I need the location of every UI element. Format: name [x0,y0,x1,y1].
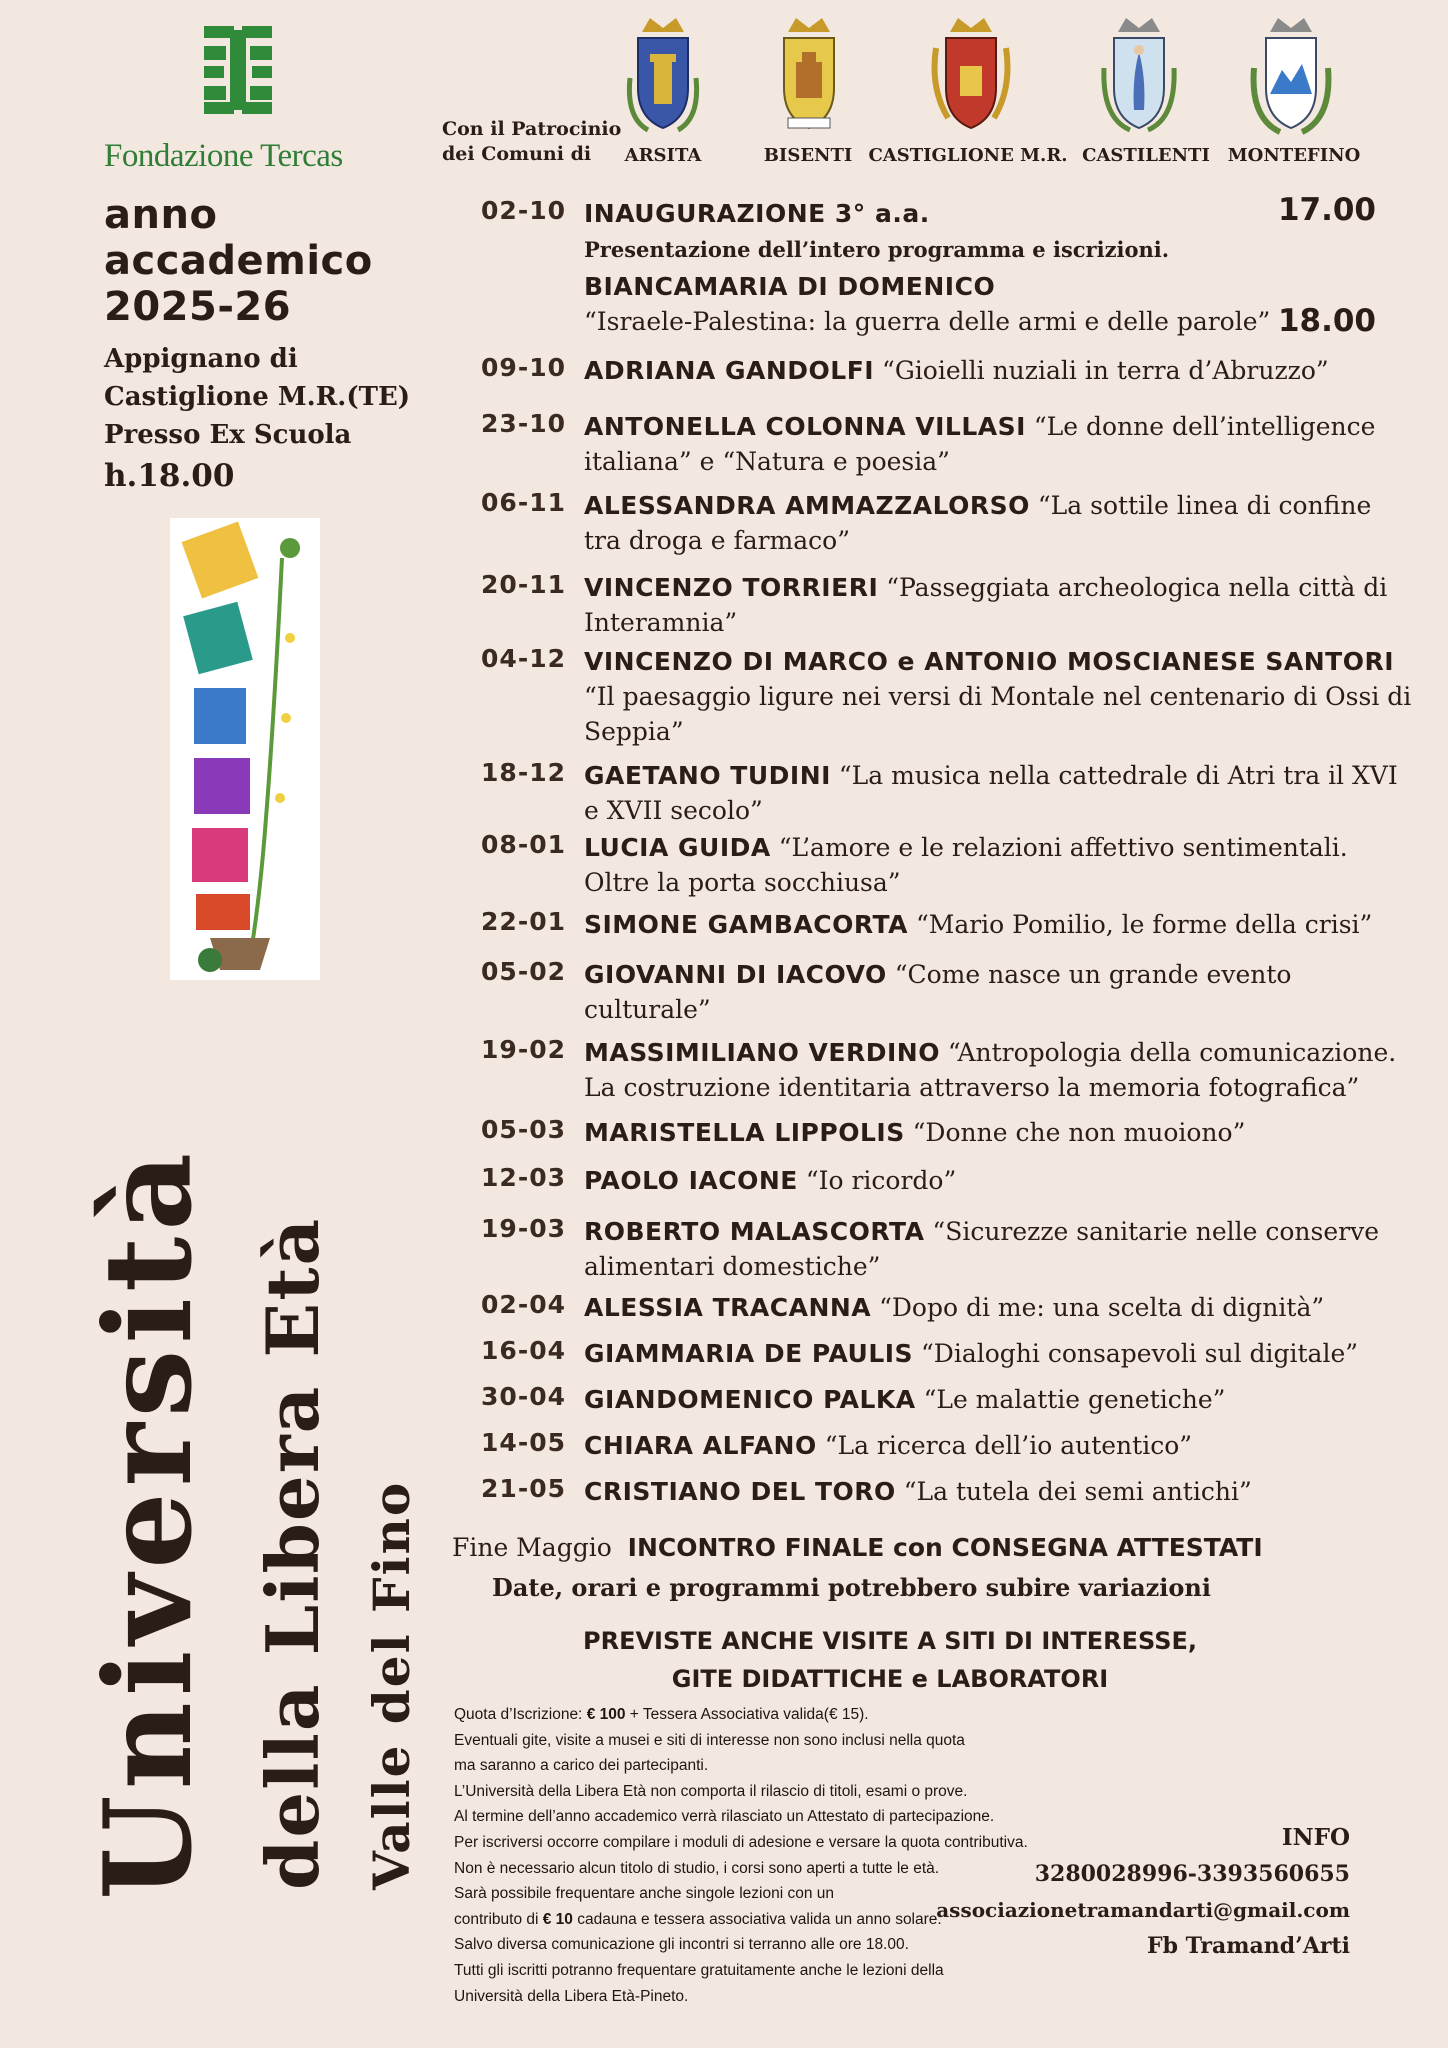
contact-info [936,1820,1350,1964]
variations-notice: Date, orari e programmi potrebbero subire variazioni [492,1573,1211,1602]
facebook-page: Fb Tramand’Arti [1146,1933,1350,1959]
registration-notes: Quota d’Iscrizione: € 100 + Tessera Associativa valida(€ 15). Eventuali gite, visite a musei e siti di interesse non sono inclusi nella quota ma saranno a carico dei partecipanti. L’Università della Libera Età non comporta il rilascio di titoli, esami o prove. Al termine dell’anno accademico verrà rilasciato un Attestato di partecipazione. Per iscriversi occorre compilare i moduli di adesione e versare la quota contributiva. Non è necessario alcun titolo di studio, i corsi sono aperti a tutte le età. Sarà possibile frequentare anche singole lezioni con un contributo di € 10 cadauna e tessera associativa valida un anno solare. Salvo diversa comunicazione gli incontri si terranno alle ore 18.00. Tutti gli iscritti potranno frequentare gratuitamente anche le lezioni della Università della Libera Età-Pineto. [454,1706,1028,2005]
arsita-crest-icon [620,18,706,140]
fondazione-tercas-logo-icon [204,26,272,114]
title-valle-del-fino: Valle del Fino [362,1480,421,1890]
default-hour: h.18.00 [104,458,235,494]
title-libera-eta: della Libera Età [250,1216,335,1890]
municipality-montefino: MONTEFINO [1227,145,1361,166]
event-time: 18.00 [1277,303,1376,339]
castiglione-crest-icon [928,18,1014,140]
patronage-label: Con il Patrocinio dei Comuni di [442,118,622,165]
bisenti-crest-icon [766,18,852,140]
venue: Appignano di Castiglione M.R.(TE) Presso Ex Scuola [104,344,411,450]
municipality-arsita: ARSITA [624,145,702,166]
title-universita: Università [78,1146,219,1900]
academic-year: anno accademico 2025-26 [104,192,373,330]
municipality-castiglione: CASTIGLIONE M.R. [868,145,1068,166]
municipality-bisenti: BISENTI [763,145,853,166]
montefino-crest-icon [1248,18,1334,140]
email-address: associazionetramandarti@gmail.com [936,1898,1350,1922]
event-time: 17.00 [1277,192,1376,228]
phone-numbers: 3280028996-3393560655 [1034,1861,1350,1887]
foundation-name: Fondazione Tercas [104,138,343,174]
tramandarti-logo-icon [170,518,320,980]
visits-notice: PREVISTE ANCHE VISITE A SITI DI INTERESSE, GITE DIDATTICHE e LABORATORI [583,1627,1197,1693]
info-label: INFO [1281,1824,1350,1851]
castilenti-crest-icon [1096,18,1182,140]
municipality-castilenti: CASTILENTI [1082,145,1210,166]
final-meeting: Fine Maggio INCONTRO FINALE con CONSEGNA ATTESTATI [452,1533,1263,1562]
